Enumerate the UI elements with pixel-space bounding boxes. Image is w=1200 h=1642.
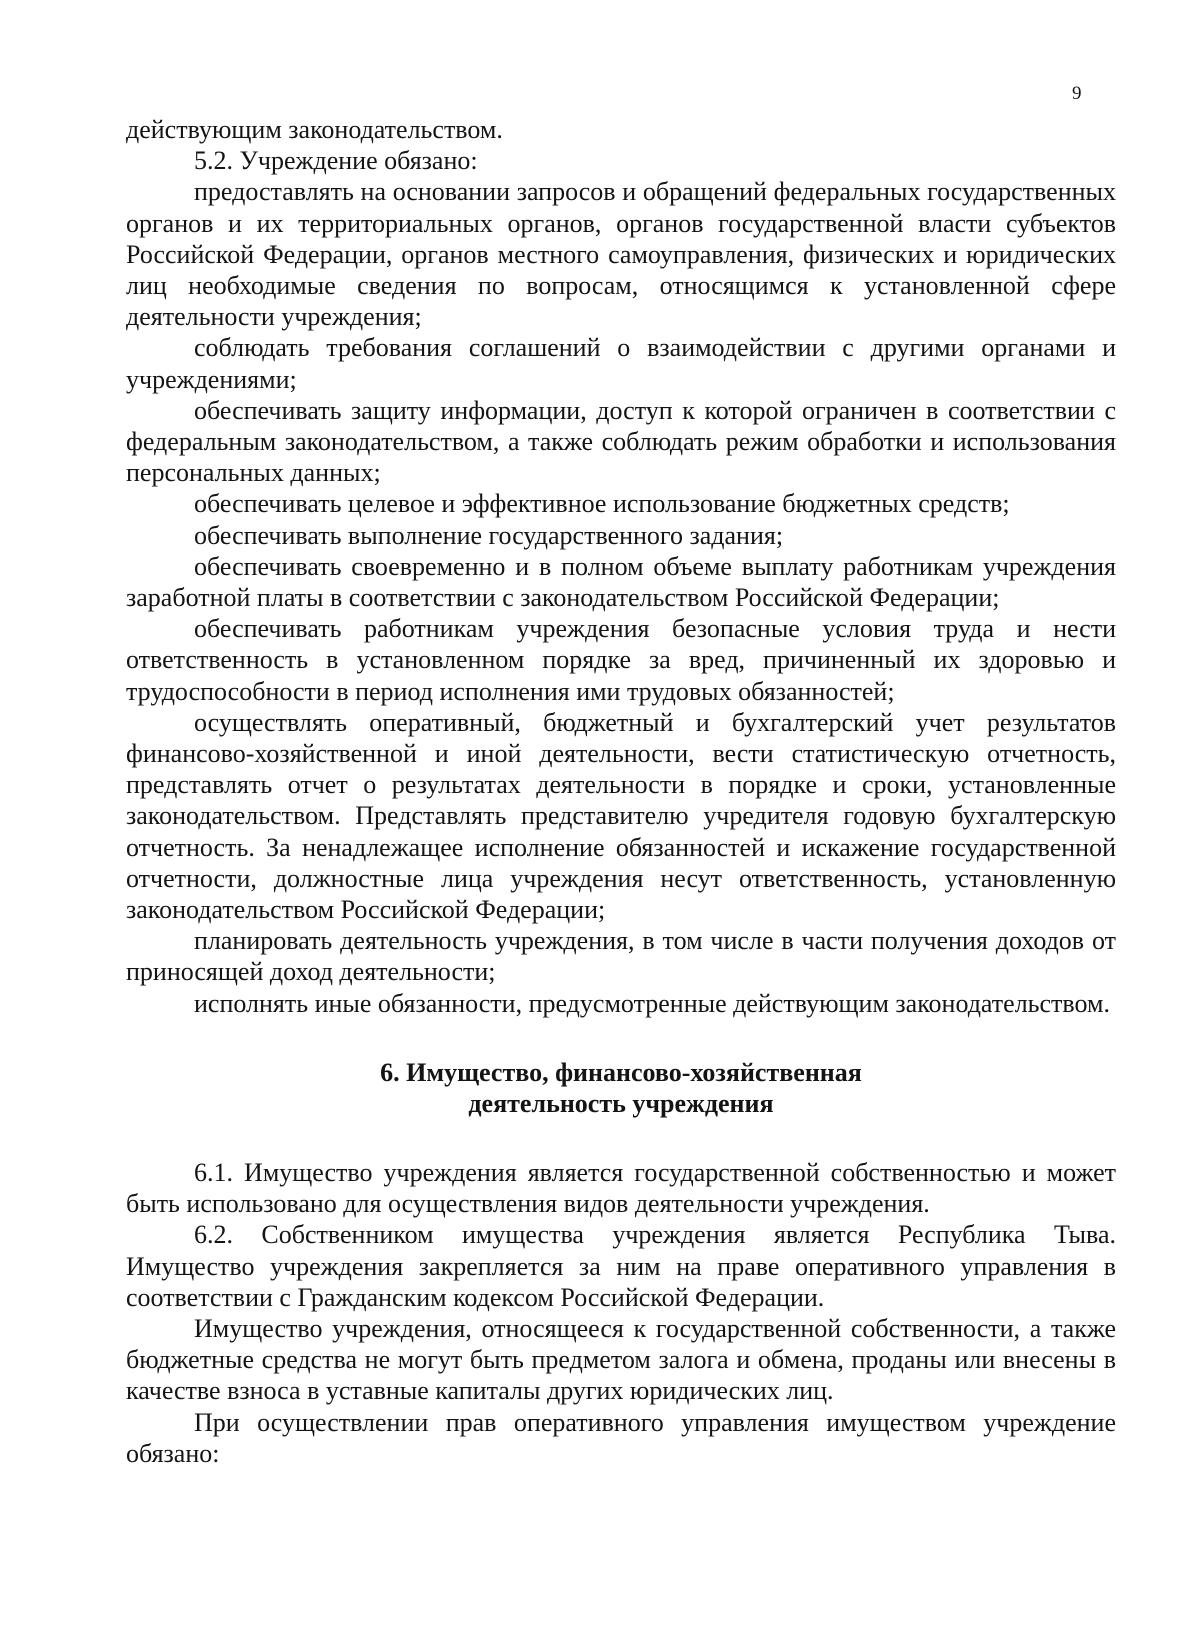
obligation-item: обеспечивать защиту информации, доступ к которой ограничен в соответствии с федеральным законодательством, а также соблюдать режим обработки и использования персональных данных;	[126, 395, 1116, 488]
section6-heading	[126, 1057, 1116, 1119]
section6-heading-line1: 6. Имущество, финансово-хозяйственная	[380, 1057, 862, 1087]
section6-paragraph: Имущество учреждения, относящееся к государственной собственности, а также бюджетные средства не могут быть предметом залога и обмена, проданы или внесены в качестве взноса в уставные капиталы других юридических лиц.	[126, 1313, 1116, 1406]
document-body	[126, 114, 1116, 1469]
obligation-item: обеспечивать работникам учреждения безопасные условия труда и нести ответственность в установленном порядке за вред, причиненный их здоровью и трудоспособности в период исполнения ими трудовых обязанностей;	[126, 614, 1116, 706]
section6-paragraph: При осуществлении прав оперативного управления имуществом учреждение обязано:	[126, 1407, 1116, 1468]
obligation-item: обеспечивать выполнение государственного задания;	[194, 520, 784, 550]
obligation-item: обеспечивать целевое и эффективное использование бюджетных средств;	[194, 489, 1010, 519]
obligation-item: планировать деятельность учреждения, в том числе в части получения доходов от приносящей доход деятельности;	[126, 926, 1116, 987]
section5-continuation: действующим законодательством.	[126, 115, 503, 144]
section6-paragraph: 6.2. Собственником имущества учреждения является Республика Тыва. Имущество учреждения закрепляется за ним на праве оперативного управления в соответствии с Гражданским кодексом Российской Федерации.	[126, 1220, 1116, 1312]
section5-2-heading: 5.2. Учреждение обязано:	[194, 146, 478, 176]
obligation-item: предоставлять на основании запросов и обращений федеральных государственных органов и их территориальных органов, органов государственной власти субъектов Российской Федерации, органов местного самоуправления, физических и юридических лиц необходимые сведения по вопросам, относящимся к установленной сфере деятельности учреждения;	[126, 177, 1116, 332]
section6-heading-line2: деятельность учреждения	[468, 1088, 774, 1118]
page-number: 9	[1072, 83, 1082, 104]
obligation-item: обеспечивать своевременно и в полном объеме выплату работникам учреждения заработной платы в соответствии с законодательством Российской Федерации;	[126, 551, 1116, 613]
obligation-item: соблюдать требования соглашений о взаимодействии с другими органами и учреждениями;	[126, 333, 1116, 394]
section6-paragraph: 6.1. Имущество учреждения является государственной собственностью и может быть использовано для осуществления видов деятельности учреждения.	[126, 1157, 1116, 1219]
obligation-item: осуществлять оперативный, бюджетный и бухгалтерский учет результатов финансово-хозяйственной и иной деятельности, вести статистическую отчетность, представлять отчет о результатах деятельности в порядке и сроки, установленные законодательством. Представлять представителю учредителя годовую бухгалтерскую отчетность. За ненадлежащее исполнение обязанностей и искажение государственной отчетности, должностные лица учреждения несут ответственность, установленную законодательством Российской Федерации;	[126, 707, 1116, 925]
obligation-item: исполнять иные обязанности, предусмотренные действующим законодательством.	[194, 988, 1110, 1018]
